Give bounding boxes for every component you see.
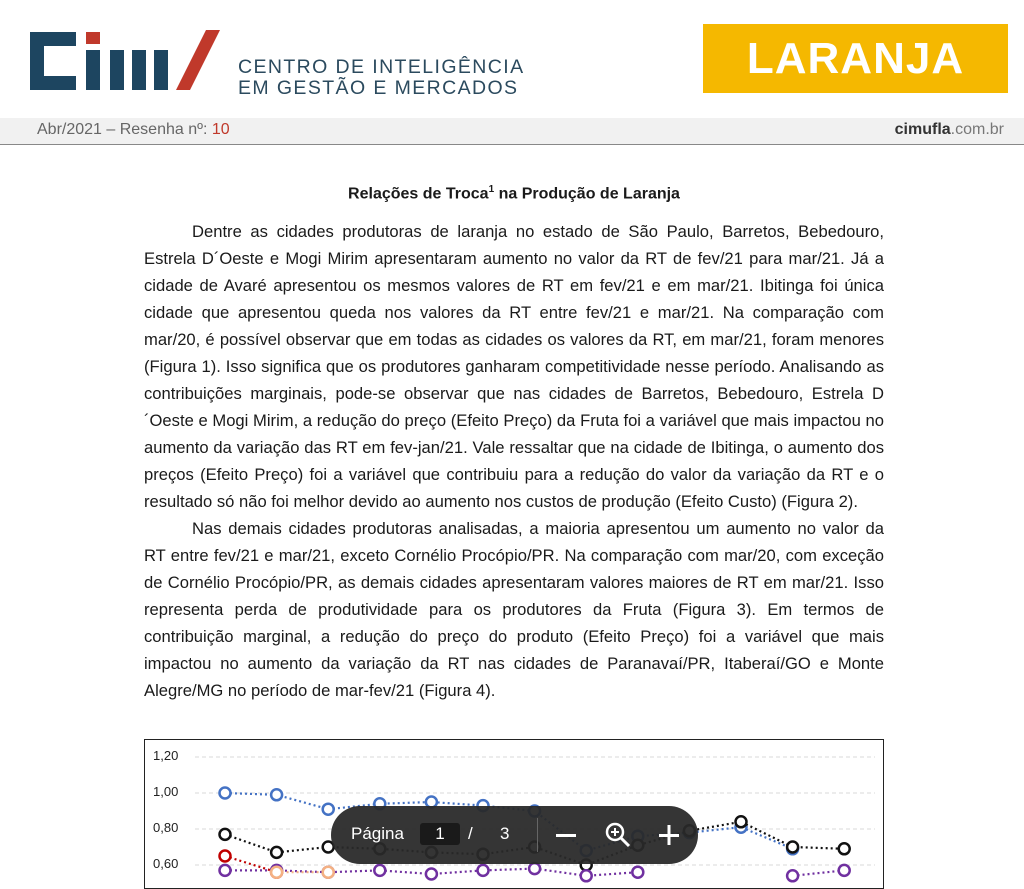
logo-line2: EM GESTÃO E MERCADOS [238,77,519,99]
data-point-purple [426,869,437,880]
logo-line1: CENTRO DE INTELIGÊNCIA [238,56,525,78]
data-point-red [220,851,231,862]
article-title [144,184,884,203]
data-point-purple [787,870,798,881]
data-point-black [736,816,747,827]
data-point-black [271,847,282,858]
y-tick-label: 1,00 [153,784,179,799]
y-tick-label: 0,80 [153,820,179,835]
y-tick-label: 1,20 [153,748,179,763]
data-point-black [839,843,850,854]
page-separator: / [468,824,473,843]
data-point-orange [323,867,334,878]
series-line-purple [793,870,845,875]
data-point-purple [478,865,489,876]
issue-bar [0,118,1024,145]
issue-number: 10 [211,121,230,138]
zoom-out-button[interactable] [551,820,581,850]
title-suffix: na Produção de Laranja [494,185,680,203]
magnifier-icon [607,824,629,846]
data-point-orange [271,867,282,878]
data-point-blue [220,788,231,799]
logo-text [238,57,525,99]
current-page-input[interactable]: 1 [420,823,460,845]
paragraph-1: Dentre as cidades produtoras de laranja no estado de São Paulo, Barretos, Bebedouro, Estrela D´Oeste e Mogi Mirim apresentaram aumento no valor da RT de fev/21 para mar/21. Já a cidade de Avaré apresentou os mesmos valores de RT em fev/21 e em mar/21. Ibitinga foi única cidade que apresentou queda nos valores da RT entre fev/21 e mar/21. Na comparação com mar/20, é possível observar que em todas as cidades os valores da RT, em mar/21, foram menores (Figura 1). Isso significa que os produtores ganharam competitividade nesse período. Analisando as contribuições marginais, pode-se observar que nas cidades de Barretos, Bebedouro, Estrela D´Oeste e Mogi Mirim, a redução do preço (Efeito Preço) da Fruta foi a variável que mais impactou no aumento da variação das RT em fev-jan/21. Vale ressaltar que na cidade de Ibitinga, o aumento dos preços (Efeito Preço) foi a variável que contribuiu para a redução do valor da variação da RT e o resultado só não foi melhor devido ao aumento nos custos de produção (Efeito Custo) (Figura 2). [144,222,884,511]
site-brand: cimufla [894,121,951,138]
title-footnote: 1 [488,184,495,195]
issue-info [37,121,230,139]
issue-prefix: Abr/2021 – Resenha nº: [37,121,212,138]
data-point-purple [839,865,850,876]
y-tick-label: 0,60 [153,856,179,871]
data-point-blue [323,804,334,815]
plus-icon [659,825,679,845]
data-point-purple [374,865,385,876]
total-pages: 3 [500,824,510,843]
zoom-fit-button[interactable] [603,820,633,850]
data-point-purple [581,870,592,881]
title-main: Relações de Troca [348,185,489,203]
minus-icon [556,834,576,837]
page-label: Página [351,824,404,843]
paragraph-2: Nas demais cidades produtoras analisadas, a maioria apresentou um aumento no valor da RT entre fev/21 e mar/21, exceto Cornélio Procópio/PR. Na comparação com mar/20, com exceção de Cornélio Procópio/PR, as demais cidades apresentaram valores maiores de RT em mar/21. Isso representa perda de produtividade para os produtores da Fruta (Figura 3). Em termos de contribuição marginal, a redução do preço do produto (Efeito Preço) foi a variável que mais impactou no aumento da variação da RT nas cidades de Paranavaí/PR, Itaberaí/GO e Monte Alegre/MG no período de mar-fev/21 (Figura 4). [144,519,884,700]
pdf-viewer-toolbar [331,806,698,864]
cim-logo [30,28,230,94]
commodity-badge: LARANJA [703,24,1008,93]
data-point-purple [529,863,540,874]
zoom-in-button[interactable] [654,820,684,850]
data-point-purple [632,867,643,878]
toolbar-divider [537,818,538,852]
site-domain: .com.br [950,121,1004,138]
data-point-blue [271,789,282,800]
data-point-purple [220,865,231,876]
data-point-black [220,829,231,840]
site-url[interactable] [895,121,1004,139]
article-body [144,218,884,704]
data-point-black [787,842,798,853]
